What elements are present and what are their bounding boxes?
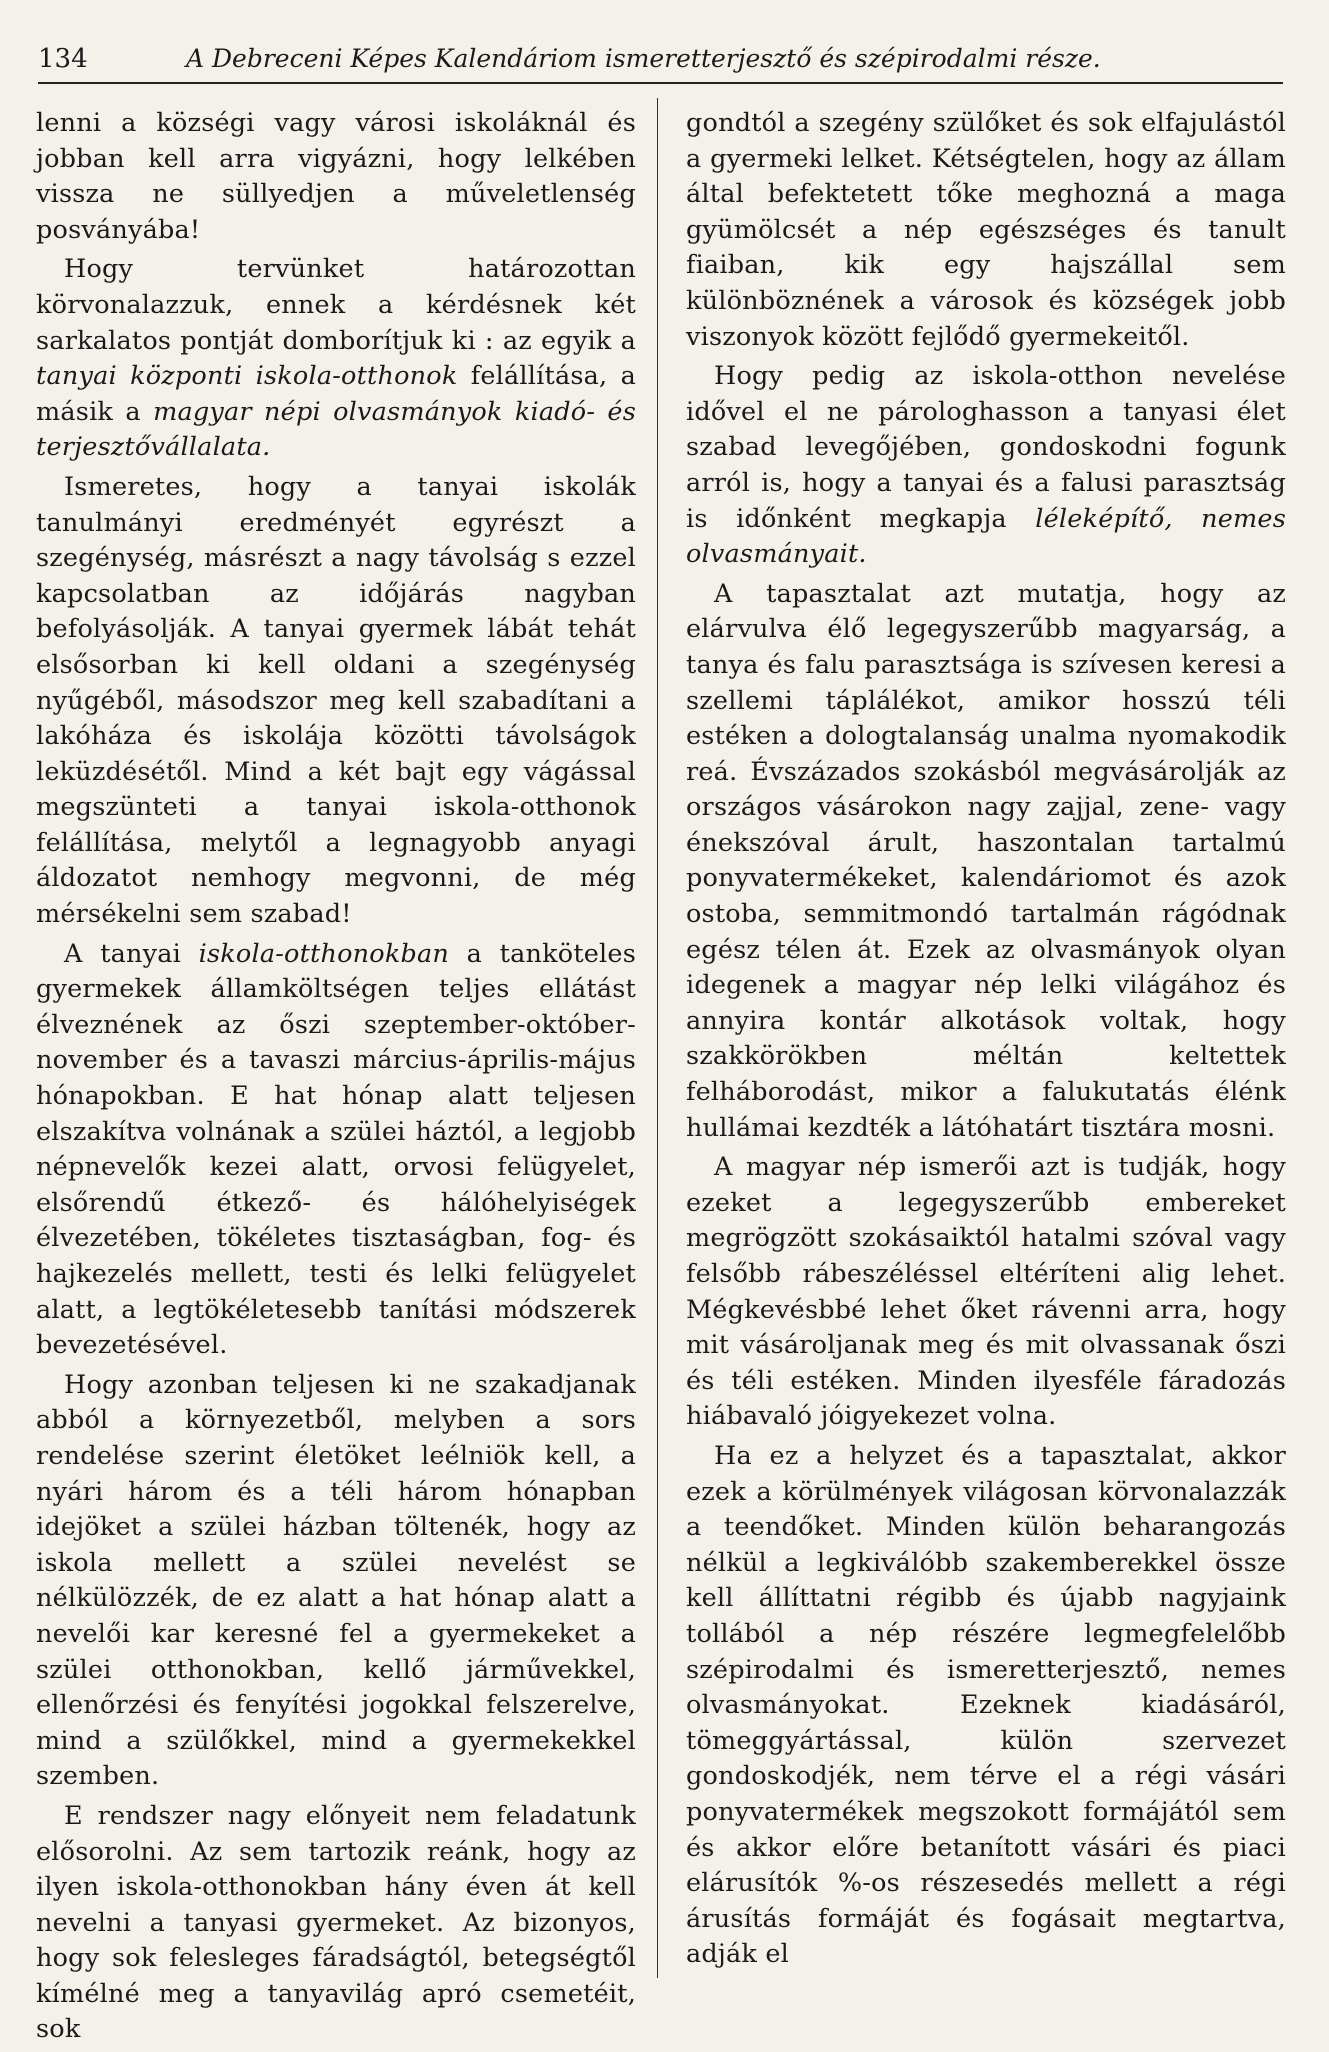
- paragraph: Hogy azonban teljesen ki ne szakadjanak abból a környezetből, melyben a sors rendelése szerint életöket leélniök kell, a nyári három és a téli három hónapban idejöket a szülei házban töltenék, hogy az iskola mellett a szülei nevelést se nélkülözzék, de ez alatt a hat hónap alatt a nevelői kar keresné fel a gyermekeket a szülei otthonokban, kellő járművekkel, ellenőrzési és fenyítési jogokkal felszerelve, mind a szülőkkel, mind a gyermekekkel szemben.: [36, 1369, 636, 1792]
- page-number: 134: [38, 44, 88, 74]
- emphasis: tanyai központi iskola-otthonok: [36, 361, 458, 392]
- paragraph: A tapasztalat azt mutatja, hogy az elárvulva élő legegyszerűbb magyarság, a tanya és falu parasztsága is szívesen keresi a szellemi táplálékot, amikor hosszú téli estéken a dologtalanság unalma nyomakodik reá. Évszázados szokásból megvásárolják az országos vásárokon nagy zajjal, zene- vagy énekszóval árult, haszontalan tartalmú ponyvatermékeket, kalendáriomot és azok ostoba, semmitmondó tartalmán rágódnak egész télen át. Ezek az olvasmányok olyan idegenek a magyar nép lelki világához és annyira kontár alkotások voltak, hogy szakkörökben méltán keltettek felháborodást, mikor a falukutatás élénk hullámai kezdték a látóhatárt tisztára mosni.: [686, 578, 1286, 1143]
- paragraph: gondtól a szegény szülőket és sok elfajulástól a gyermeki lelket. Kétségtelen, hogy az állam által befektetett tőke meghozná a maga gyümölcsét a nép egészséges és tanult fiaiban, kik egy hajszállal sem különböznének a városok és községek jobb viszonyok között fejlődő gyermekeitől.: [686, 108, 1286, 352]
- emphasis: iskola-otthonokban: [198, 938, 450, 969]
- paragraph: Hogy pedig az iskola-otthon nevelése idővel el ne párologhasson a tanyasi élet szabad levegőjében, gondoskodni fogunk arról is, hogy a tanyai és a falusi parasztság is időnként megkapja léleképítő, nemes olvasmányait.: [686, 361, 1286, 570]
- paragraph: A magyar nép ismerői azt is tudják, hogy ezeket a legegyszerűbb embereket megrögzött szokásaiktól hatalmi szóval vagy felsőbb rábeszéléssel eltéríteni alig lehet. Mégkevésbbé lehet őket rávenni arra, hogy mit vásároljanak meg és mit olvassanak őszi és téli estéken. Minden ilyesféle fáradozás hiábavaló jóigyekezet volna.: [686, 1152, 1286, 1432]
- emphasis: léleképítő, nemes olvasmányait.: [686, 503, 1286, 570]
- paragraph: Ismeretes, hogy a tanyai iskolák tanulmányi eredményét egyrészt a szegénység, másrészt a nagy távolság s ezzel kapcsolatban az időjárás nagyban befolyásolják. A tanyai gyermek lábát tehát elsősorban ki kell oldani a szegénység nyűgéből, másodszor meg kell szabadítani a lakóháza és iskolája közötti távolságok leküzdésétől. Mind a két bajt egy vágással megszünteti a tanyai iskola-otthonok felállítása, melytől a legnagyobb anyagi áldozatot nemhogy megvonni, de még mérsékelni sem szabad!: [36, 471, 636, 930]
- paragraph: A tanyai iskola-otthonokban a tanköteles gyermekek államköltségen teljes ellátást élveznének az őszi szeptember-október-november és a tavaszi március-április-május hónapokban. E hat hónap alatt teljesen elszakítva volnának a szülei háztól, a legjobb népnevelők kezei alatt, orvosi felügyelet, elsőrendű étkező- és hálóhelyiségek élvezetében, tökéletes tisztaságban, fog- és hajkezelés mellett, testi és lelki felügyelet alatt, a legtökéletesebb tanítási módszerek bevezetésével.: [36, 938, 636, 1361]
- paragraph: Ha ez a helyzet és a tapasztalat, akkor ezek a körülmények világosan körvonalazzák a teendőket. Minden külön beharangozás nélkül a legkiválóbb szakemberekkel össze kell állíttatni régibb és újabb nagyjaink tollából a nép részére legmegfelelőbb szépirodalmi és ismeretterjesztő, nemes olvasmányokat. Ezeknek kiadásáról, tömeggyártással, külön szervezet gondoskodjék, nem térve el a régi vásári ponyvatermékek megszokott formájától sem és akkor előre betanított vásári és piaci elárusítók %-os részesedés mellett a régi árusítás formáját és fogásait megtartva, adják el: [686, 1440, 1286, 1970]
- paragraph: Hogy tervünket határozottan körvonalazzuk, ennek a kérdésnek két sarkalatos pontját domborítjuk ki : az egyik a tanyai központi iskola-otthonok felállítása, a másik a magyar népi olvasmányok kiadó- és terjesztővállalata.: [36, 254, 636, 463]
- column-divider: [657, 98, 658, 1978]
- page-header: [38, 44, 1283, 84]
- emphasis: magyar népi olvasmányok kiadó- és terjesztővállalata.: [36, 396, 636, 463]
- running-title: A Debreceni Képes Kalendáriom ismeretterjesztő és szépirodalmi része.: [186, 44, 1101, 73]
- left-column: [36, 106, 636, 2052]
- paragraph: lenni a községi vagy városi iskoláknál és jobban kell arra vigyázni, hogy lelkében vissza ne süllyedjen a műveletlenség posványába!: [36, 108, 636, 245]
- right-column: [686, 106, 1286, 1977]
- paragraph: E rendszer nagy előnyeit nem feladatunk elősorolni. Az sem tartozik reánk, hogy az ilyen iskola-otthonokban hány éven át kell nevelni a tanyasi gyermeket. Az bizonyos, hogy sok felesleges fáradságtól, betegségtől kímélné meg a tanyavilág apró csemetéit, sok: [36, 1800, 636, 2045]
